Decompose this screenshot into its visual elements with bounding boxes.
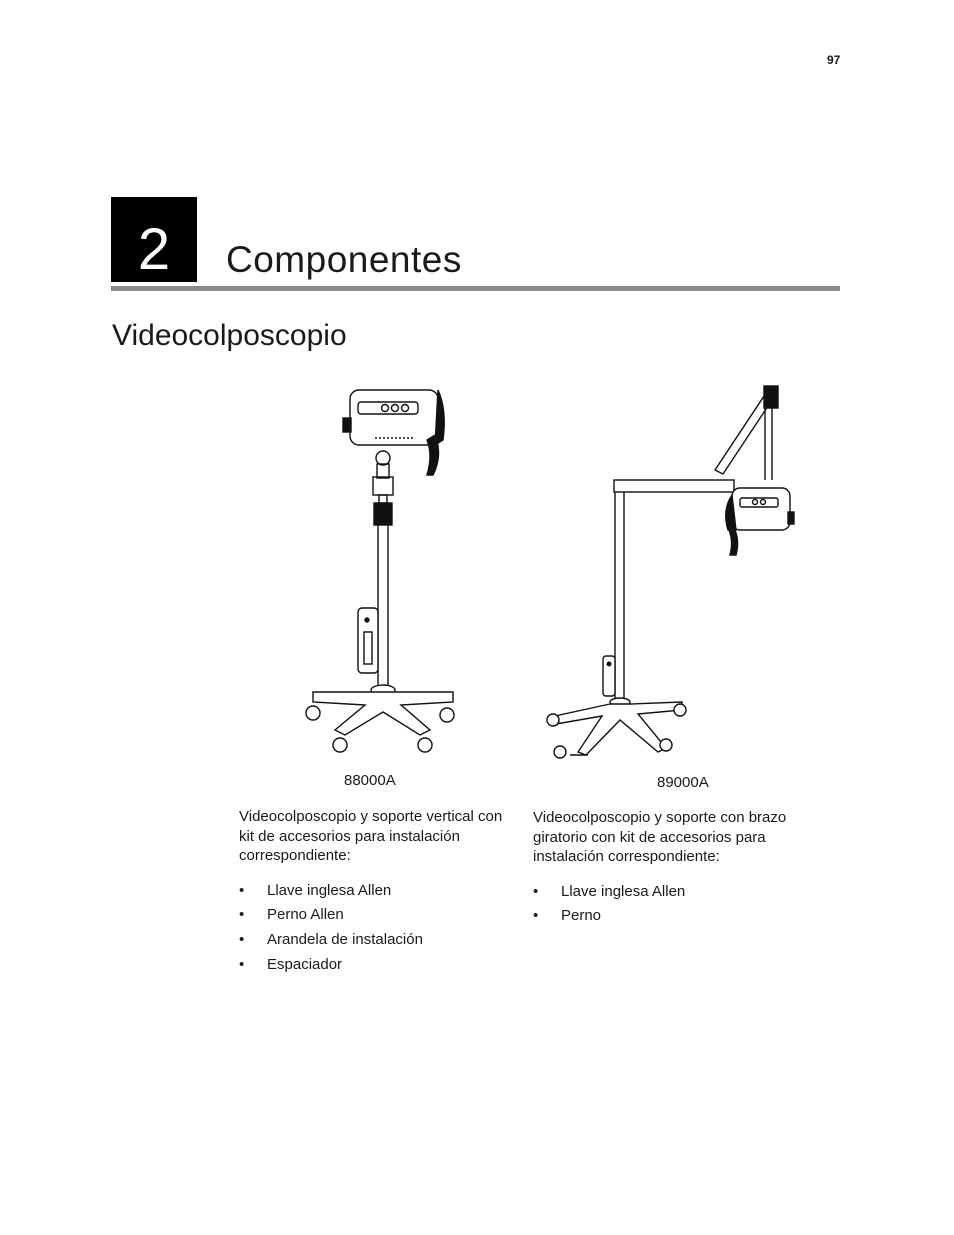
list-item: • Arandela de instalación — [239, 928, 509, 953]
bullet: • — [239, 930, 245, 948]
bullet: • — [239, 955, 245, 973]
accessory-list — [533, 880, 803, 929]
product-column-89000a — [533, 808, 803, 929]
list-item: • Espaciador — [239, 953, 509, 978]
chapter-number-box — [111, 197, 197, 282]
vertical-stand-illustration — [295, 380, 465, 760]
section-title: Videocolposcopio — [112, 319, 347, 352]
bullet: • — [533, 882, 539, 900]
bullet: • — [533, 907, 539, 925]
list-item: • Perno Allen — [239, 903, 509, 928]
model-caption-89000a: 89000A — [657, 774, 709, 791]
swivel-arm-stand-illustration — [540, 380, 800, 765]
chapter-number: 2 — [137, 217, 171, 282]
chapter-divider — [111, 286, 840, 291]
list-item: • Llave inglesa Allen — [239, 879, 509, 904]
product-description: Videocolposcopio y soporte con brazo giratorio con kit de accesorios para instalación correspondiente: — [533, 809, 787, 865]
list-item: • Llave inglesa Allen — [533, 880, 803, 905]
chapter-title: Componentes — [226, 239, 462, 280]
page-number: 97 — [827, 53, 841, 67]
model-caption-88000a: 88000A — [344, 772, 396, 789]
product-column-88000a — [239, 807, 509, 977]
accessory-list — [239, 879, 509, 978]
product-description: Videocolposcopio y soporte vertical con kit de accesorios para instalación correspondiente: — [239, 808, 503, 864]
bullet: • — [239, 881, 245, 899]
bullet: • — [239, 906, 245, 924]
list-item: • Perno — [533, 904, 803, 929]
